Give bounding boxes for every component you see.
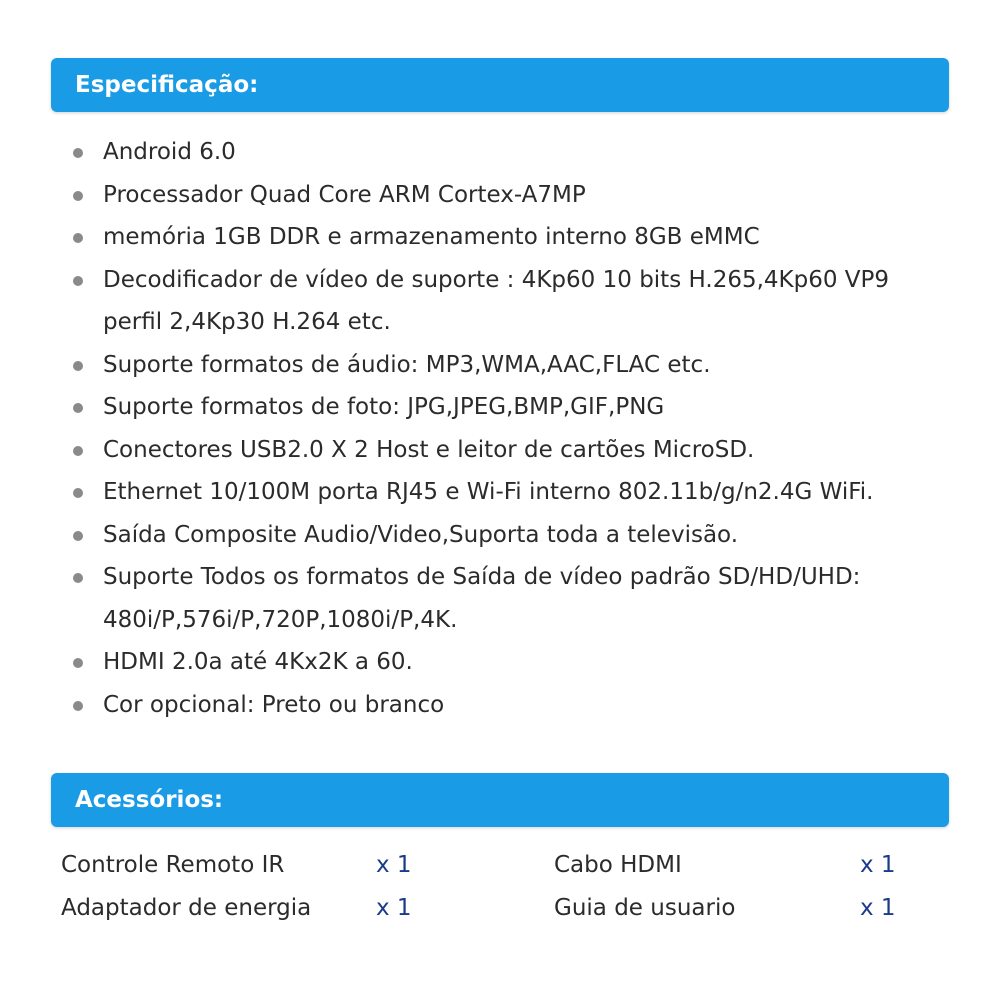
accessory-row xyxy=(61,887,921,930)
accessories-header xyxy=(51,773,949,827)
bullet-icon xyxy=(73,403,83,413)
accessory-name: Cabo HDMI xyxy=(554,852,682,878)
accessory-quantity: x 1 xyxy=(860,852,896,878)
bullet-icon xyxy=(73,658,83,668)
specification-list xyxy=(72,131,952,726)
accessories-table xyxy=(61,844,921,930)
accessory-quantity: x 1 xyxy=(860,895,896,921)
bullet-icon xyxy=(73,701,83,711)
specification-title: Especificação: xyxy=(75,72,259,98)
bullet-icon xyxy=(73,191,83,201)
accessory-name: Adaptador de energia xyxy=(61,895,312,921)
bullet-icon xyxy=(73,573,83,583)
bullet-icon xyxy=(73,276,83,286)
spec-item: Processador Quad Core ARM Cortex-A7MP xyxy=(72,174,952,217)
accessory-quantity: x 1 xyxy=(376,852,412,878)
spec-item: HDMI 2.0a até 4Kx2K a 60. xyxy=(72,641,952,684)
specification-header xyxy=(51,58,949,112)
bullet-icon xyxy=(73,446,83,456)
spec-item: Suporte formatos de áudio: MP3,WMA,AAC,FLAC etc. xyxy=(72,344,952,387)
bullet-icon xyxy=(73,233,83,243)
spec-item: memória 1GB DDR e armazenamento interno 8GB eMMC xyxy=(72,216,952,259)
accessory-row xyxy=(61,844,921,887)
spec-item: Android 6.0 xyxy=(72,131,952,174)
spec-item: Ethernet 10/100M porta RJ45 e Wi-Fi interno 802.11b/g/n2.4G WiFi. xyxy=(72,471,952,514)
bullet-icon xyxy=(73,148,83,158)
spec-item: Conectores USB2.0 X 2 Host e leitor de cartões MicroSD. xyxy=(72,429,952,472)
spec-item: Suporte formatos de foto: JPG,JPEG,BMP,GIF,PNG xyxy=(72,386,952,429)
accessory-quantity: x 1 xyxy=(376,895,412,921)
bullet-icon xyxy=(73,531,83,541)
bullet-icon xyxy=(73,361,83,371)
spec-item: Cor opcional: Preto ou branco xyxy=(72,684,952,727)
spec-item: Decodificador de vídeo de suporte : 4Kp60 10 bits H.265,4Kp60 VP9 perfil 2,4Kp30 H.264 etc. xyxy=(72,259,952,344)
bullet-icon xyxy=(73,488,83,498)
accessory-name: Guia de usuario xyxy=(554,895,736,921)
accessories-title: Acessórios: xyxy=(75,787,224,813)
accessory-name: Controle Remoto IR xyxy=(61,852,285,878)
spec-item: Suporte Todos os formatos de Saída de vídeo padrão SD/HD/UHD: 480i/P,576i/P,720P,1080i/P,4K. xyxy=(72,556,952,641)
spec-item: Saída Composite Audio/Video,Suporta toda a televisão. xyxy=(72,514,952,557)
